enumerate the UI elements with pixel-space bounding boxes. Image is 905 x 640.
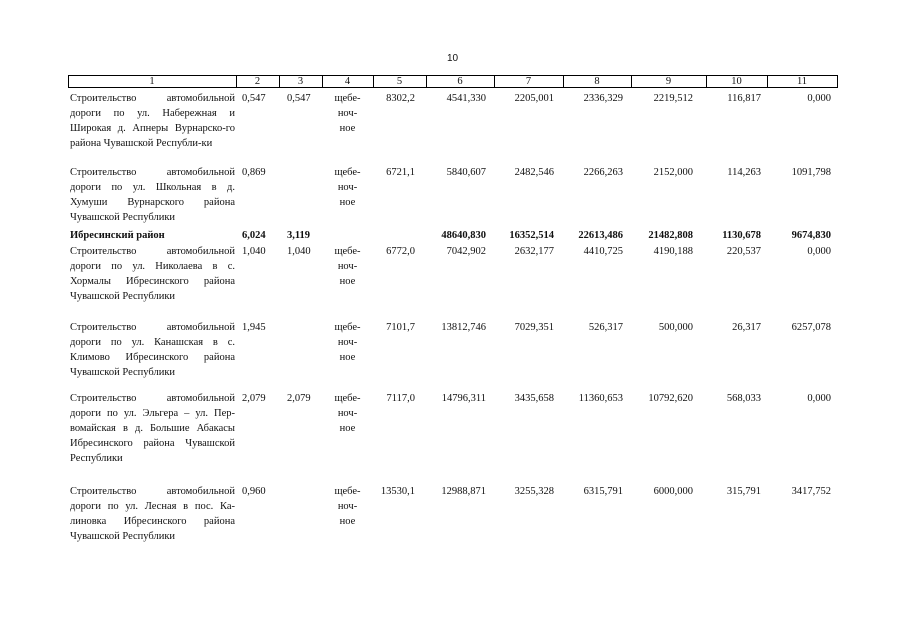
length-total: 0,960	[242, 486, 266, 497]
length-total: 2,079	[242, 393, 266, 404]
column-header: 8	[594, 76, 600, 87]
total-cost: 14796,311	[441, 393, 486, 404]
value-col10: 1130,678	[722, 230, 761, 241]
column-header: 7	[525, 76, 532, 87]
value-col10: 220,537	[726, 246, 761, 257]
table-header-rule	[68, 87, 838, 88]
column-header: 2	[254, 76, 261, 87]
value-col11: 6257,078	[791, 322, 831, 333]
length-paved: 0,547	[287, 93, 311, 104]
length-total: 1,040	[242, 246, 266, 257]
value-col7: 2632,177	[514, 246, 554, 257]
value-col11: 0,000	[807, 93, 831, 104]
district-name: Ибресинский район	[70, 230, 165, 241]
value-col8: 22613,486	[578, 230, 623, 241]
total-cost: 7042,902	[446, 246, 486, 257]
value-col11: 0,000	[807, 246, 831, 257]
road-description: Строительство автомобильной дороги по ул. Канашская в с. Климово Ибресинского района Чувашской Республики	[70, 322, 235, 378]
value-col7: 7029,351	[514, 322, 554, 333]
column-header: 3	[297, 76, 304, 87]
value-col11: 0,000	[807, 393, 831, 404]
column-header: 11	[796, 76, 808, 87]
header-divider	[837, 75, 838, 87]
unit-cost: 7117,0	[386, 393, 415, 404]
value-col8: 2266,263	[583, 167, 623, 178]
total-cost: 13812,746	[441, 322, 486, 333]
value-col7: 2205,001	[514, 93, 554, 104]
column-header: 1	[149, 76, 155, 87]
value-col9: 2219,512	[653, 93, 693, 104]
total-cost: 12988,871	[441, 486, 486, 497]
total-cost: 4541,330	[446, 93, 486, 104]
surface-type: щебе- ноч- ное	[334, 486, 361, 527]
length-total: 0,869	[242, 167, 266, 178]
unit-cost: 13530,1	[380, 486, 415, 497]
surface-type: щебе- ноч- ное	[334, 393, 361, 434]
surface-type: щебе- ноч- ное	[334, 93, 361, 134]
total-cost: 48640,830	[441, 230, 486, 241]
unit-cost: 7101,7	[386, 322, 415, 333]
value-col9: 6000,000	[653, 486, 693, 497]
surface-type: щебе- ноч- ное	[334, 246, 361, 287]
surface-type: щебе- ноч- ное	[334, 322, 361, 363]
length-total: 1,945	[242, 322, 266, 333]
value-col8: 526,317	[588, 322, 623, 333]
value-col9: 10792,620	[648, 393, 693, 404]
road-description: Строительство автомобильной дороги по ул. Николаева в с. Хормалы Ибресинского района Чувашской Республики	[70, 246, 235, 302]
value-col11: 3417,752	[791, 486, 831, 497]
value-col11: 9674,830	[791, 230, 831, 241]
road-description: Строительство автомобильной дороги по ул. Эльгера – ул. Пер-вомайская в д. Большие Абакасы Ибресинского района Чувашской Республики	[70, 393, 235, 464]
value-col9: 4190,188	[653, 246, 693, 257]
unit-cost: 6772,0	[386, 246, 415, 257]
value-col7: 16352,514	[509, 230, 554, 241]
road-description: Строительство автомобильной дороги по ул. Набережная и Широкая д. Апнеры Вурнарско-го района Чувашской Республи-ки	[70, 93, 235, 149]
value-col7: 3255,328	[514, 486, 554, 497]
unit-cost: 8302,2	[386, 93, 415, 104]
column-header: 10	[731, 76, 742, 87]
length-paved: 3,119	[287, 230, 311, 241]
value-col7: 3435,658	[514, 393, 554, 404]
value-col9: 21482,808	[648, 230, 693, 241]
page-number: 10	[446, 53, 459, 64]
value-col10: 26,317	[732, 322, 761, 333]
column-header: 5	[396, 76, 403, 87]
unit-cost: 6721,1	[386, 167, 415, 178]
road-description: Строительство автомобильной дороги по ул. Школьная в д. Хумуши Вурнарского района Чувашской Республики	[70, 167, 235, 223]
column-header: 9	[665, 76, 672, 87]
value-col10: 116,817	[727, 93, 761, 104]
value-col8: 6315,791	[583, 486, 623, 497]
length-total: 0,547	[242, 93, 266, 104]
surface-type: щебе- ноч- ное	[334, 167, 361, 208]
column-header: 4	[344, 76, 351, 87]
value-col8: 2336,329	[583, 93, 623, 104]
value-col9: 2152,000	[653, 167, 693, 178]
column-header: 6	[457, 76, 463, 87]
value-col10: 114,263	[727, 167, 761, 178]
road-description: Строительство автомобильной дороги по ул. Лесная в пос. Ка-линовка Ибресинского района Чувашской Республики	[70, 486, 235, 542]
total-cost: 5840,607	[446, 167, 486, 178]
value-col10: 568,033	[726, 393, 761, 404]
length-total: 6,024	[242, 230, 266, 241]
value-col8: 11360,653	[578, 393, 623, 404]
length-paved: 1,040	[287, 246, 311, 257]
value-col7: 2482,546	[514, 167, 554, 178]
value-col8: 4410,725	[583, 246, 623, 257]
value-col9: 500,000	[658, 322, 693, 333]
length-paved: 2,079	[287, 393, 311, 404]
value-col10: 315,791	[726, 486, 761, 497]
value-col11: 1091,798	[791, 167, 831, 178]
